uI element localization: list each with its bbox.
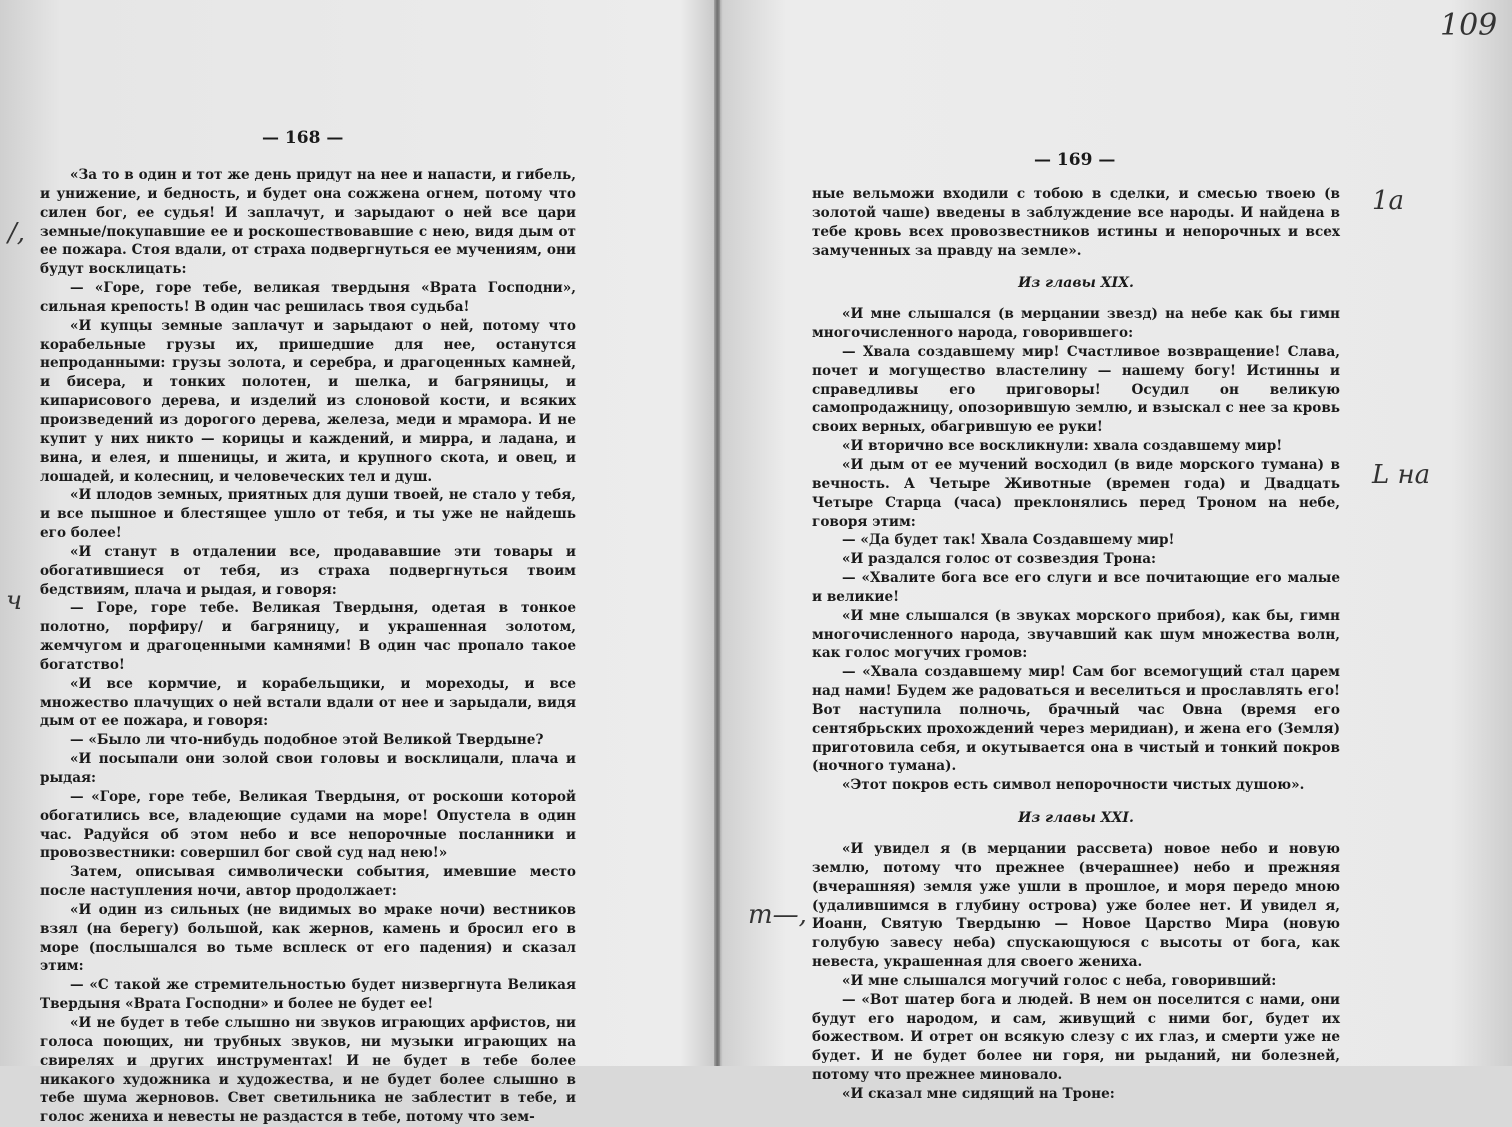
margin-note: т—, xyxy=(748,900,807,930)
chapter-heading: Из главы XXI. xyxy=(1018,810,1134,827)
paragraph: «И один из сильных (не видимых во мраке ночи) вестников взял (на берегу) большой, как жернов, камень и бросил его в море (послышался во тьме всплеск от его падения) и сказал этим: xyxy=(40,901,576,975)
paragraph: «За то в один и тот же день придут на нее и напасти, и гибель, и унижение, и бедность, и будет она сожжена огнем, потому что силен бог, ее судья! И заплачут, и зарыдают о ней все цари земные/покупавшие ее и роскошествовавшие с нею, видя дым от ее пожара. Стоя вдали, от страха подвергнуться ее мучениям, они будут восклицать: xyxy=(40,167,576,278)
paragraph: — «Хвалите бога все его слуги и все почитающие его малые и великие! xyxy=(812,570,1340,605)
paragraph: — Горе, горе тебе. Великая Твердыня, одетая в тонкое полотно, порфиру/ и багряницу, и украшенная золотом, жемчугом и драгоценными камнями! В один час пропало такое богатство! xyxy=(40,600,576,673)
paragraph: — «Было ли что-нибудь подобное этой Великой Твердыне? xyxy=(70,732,544,749)
paragraph: «И посыпали они золой свои головы и восклицали, плача и рыдая: xyxy=(40,751,576,786)
paragraph: Затем, описывая символически события, имевшие место после наступления ночи, автор продолжает: xyxy=(40,864,576,900)
right-page-text xyxy=(812,185,1340,1104)
paragraph: — «Горе, горе тебе, Великая Твердыня, от роскоши которой обогатились все, владеющие судами на море! Опустела в один час. Радуйся об этом небо и все непорочные посланники и провозвестники: совершил бог свой суд над нею!» xyxy=(40,788,576,862)
paragraph: «И раздался голос от созвездия Трона: xyxy=(842,551,1157,568)
paragraph: «И мне слышался (в звуках морского прибоя), как бы, гимн многочисленного народа, звучавший как шум множества волн, как голос могучих громов: xyxy=(812,607,1340,662)
book-gutter xyxy=(714,0,720,1066)
paragraph: ные вельможи входили с тобою в сделки, и смесью твоею (в золотой чаше) введены в заблуждение все народы. И найдена в тебе кровь всех провозвестников истины и непорочных и всех замученных за правду на земле». xyxy=(812,186,1340,259)
paragraph: «И мне слышался (в мерцании звезд) на небе как бы гимн многочисленного народа, говорившего: xyxy=(812,306,1340,342)
margin-note: 109 xyxy=(1440,8,1498,43)
paragraph: «И вторично все воскликнули: хвала создавшему мир! xyxy=(842,438,1283,455)
page-number: — 169 — xyxy=(1034,150,1116,170)
margin-note: ч xyxy=(6,586,23,616)
margin-note: L на xyxy=(1372,460,1431,490)
paragraph: «И станут в отдалении все, продававшие эти товары и обогатившиеся от тебя, из страха подвергнуться твоим бедствиям, плача и рыдая, и говоря: xyxy=(40,543,576,598)
paragraph: «И купцы земные заплачут и зарыдают о ней, потому что корабельные грузы их, пришедшие для нее, останутся непроданными: грузы золота, и серебра, и драгоценных камней, и бисера, и тонких полотен, и шелка, и багряницы, и кипарисового дерева, и изделий из слоновой кости, и всяких произведений из дорогого дерева, железа, меди и мрамора. И не купит у них никто — корицы и каждений, и мирра, и ладана, и вина, и елея, и пшеницы, и жита, и крупного скота, и овец, и лошадей, и колесниц, и человеческих тел и душ. xyxy=(40,317,576,485)
left-page-text xyxy=(40,166,576,1127)
paragraph: «И увидел я (в мерцании рассвета) новое небо и новую землю, потому что прежнее (вчерашнее) небо и прежняя (вчерашняя) земля уже ушли в прошлое, и моря передо мною (удалившимся в глубину острова) уже более нет. И увидел я, Иоанн, Святую Твердыню — Новое Царство Мира (новую голубую завесу неба) спускающуюся с высоты от бога, как невеста, украшенная для своего жениха. xyxy=(812,841,1340,971)
paragraph: — «Хвала создавшему мир! Сам бог всемогущий стал царем над нами! Будем же радоваться и веселиться и прославлять его! Вот наступила полночь, брачный час Овна (время его сентябрьских прохождений через меридиан), и жена его (Земля) приготовила себя, и окутывается она в чистый и тонкий покров (ночного тумана). xyxy=(812,664,1340,775)
margin-note: /, xyxy=(8,218,26,248)
paragraph: — «Горе, горе тебе, великая твердыня «Врата Господни», сильная крепость! В один час решилась твоя судьба! xyxy=(40,280,576,315)
paragraph: — Хвала создавшему мир! Счастливое возвращение! Слава, почет и могущество властелину — нашему богу! Истинны и справедливы его приговоры! Осудил он великую самопродажницу, опозорившую землю, и взыскал с нее за кровь своих верных, обагрившую ее руки! xyxy=(812,343,1340,436)
paragraph: «И плодов земных, приятных для души твоей, не стало у тебя, и все пышное и блестящее ушло от тебя, и ты уже не найдешь его более! xyxy=(40,487,576,542)
chapter-heading: Из главы XIX. xyxy=(1018,275,1134,292)
paragraph: «И не будет в тебе слышно ни звуков играющих арфистов, ни голоса поющих, ни трубных звуков, ни музыки играющих на свирелях и других инструментах! И не будет в тебе более никакого художника и художества, и не будет более слышно в тебе шума жерновов. Свет светильника не заблестит в тебе, и голос жениха и невесты не раздастся в тебе, потому что зем- xyxy=(40,1014,576,1126)
paragraph: «И дым от ее мучений восходил (в виде морского тумана) в вечность. А Четыре Животные (времен года) и Двадцать Четыре Старца (часа) преклонялись перед Троном на небе, говоря этим: xyxy=(812,456,1340,530)
paragraph: — «С такой же стремительностью будет низвергнута Великая Твердыня «Врата Господни» и более не будет ее! xyxy=(40,977,576,1013)
paragraph: «Этот покров есть символ непорочности чистых душою». xyxy=(842,777,1305,794)
page-number: — 168 — xyxy=(262,128,344,148)
paragraph: — «Да будет так! Хвала Создавшему мир! xyxy=(842,532,1175,549)
paragraph: — «Вот шатер бога и людей. В нем он поселится с нами, они будут его народом, и сам, живущий с ними бог, будет их божеством. И отрет он всякую слезу с их глаз, и смерти уже не будет. И не будет более ни горя, ни рыданий, ни болезней, потому что прежнее миновало. xyxy=(812,991,1340,1084)
paragraph: «И все кормчие, и корабельщики, и мореходы, и все множество плачущих о ней встали вдали от нее и зарыдали, видя дым от ее пожара, и говоря: xyxy=(40,675,576,730)
margin-note: 1а xyxy=(1372,186,1405,216)
paragraph: «И сказал мне сидящий на Троне: xyxy=(842,1085,1115,1102)
paragraph: «И мне слышался могучий голос с неба, говоривший: xyxy=(842,972,1277,989)
